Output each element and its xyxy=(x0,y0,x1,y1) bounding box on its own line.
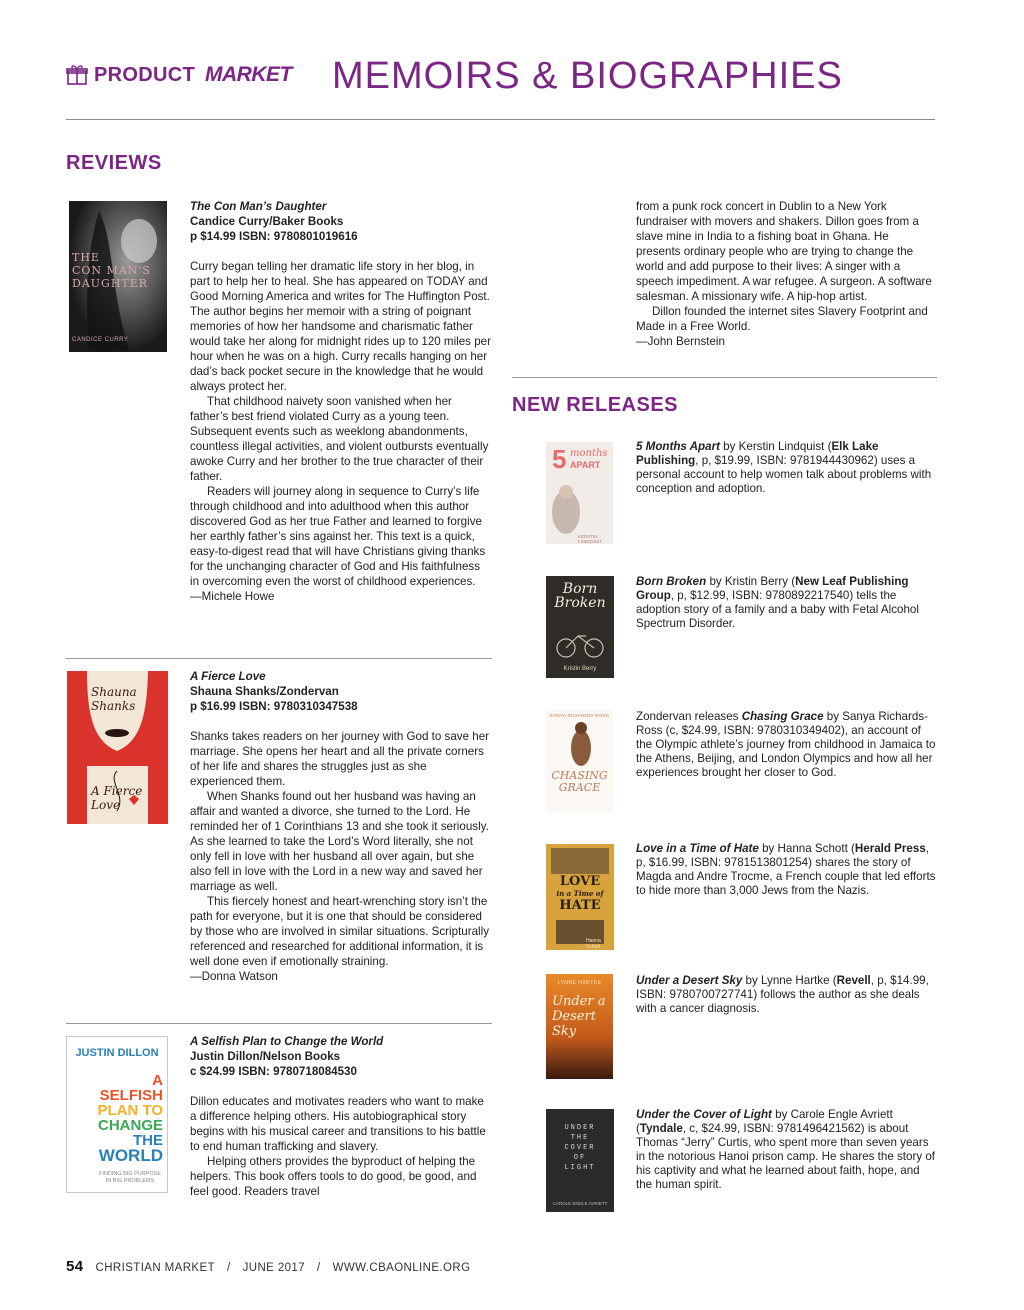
review-continuation xyxy=(636,199,936,349)
release-chasing-grace xyxy=(636,710,936,780)
release-by: by Carole Engle Avriett ( xyxy=(636,1108,893,1135)
release-by: by Lynne Hartke ( xyxy=(742,974,837,987)
release-by: by Kristin Berry ( xyxy=(706,575,796,588)
book-cover-5-months-apart xyxy=(546,442,613,544)
review-author-publisher: Justin Dillon/Nelson Books xyxy=(190,1050,341,1063)
cover-word: SELFISH xyxy=(99,1087,163,1104)
review-title: A Selfish Plan to Change the World xyxy=(190,1035,384,1048)
review-paragraph: Dillon educates and motivates readers who want to make a difference helping others. His autobiographical story begins with his musical career and transitions to his battle to end human trafficking and slavery. xyxy=(190,1095,486,1153)
release-title: Love in a Time of Hate xyxy=(636,842,759,855)
cover-tagline: FINDING BIG PURPOSE IN BIG PROBLEMS xyxy=(98,1171,162,1184)
review-paragraph: This fiercely honest and heart-wrenching story isn’t the path for everyone, but it is one that should be considered by those who are involved in similar situations. Scripturally referenced and researched for additional information, it is well done even if emotionally straining. xyxy=(190,895,489,968)
book-cover-chasing-grace xyxy=(546,710,613,812)
cover-photo xyxy=(546,710,613,812)
release-title: Born Broken xyxy=(636,575,707,588)
cover-word: COVER xyxy=(564,1144,596,1152)
cover-author: Hanna Schott xyxy=(586,938,601,950)
cover-word: LIGHT xyxy=(564,1164,596,1172)
page-footer xyxy=(66,1258,470,1275)
release-love-in-a-time-of-hate xyxy=(636,842,936,898)
book-cover-love-in-a-time-of-hate xyxy=(546,844,614,950)
release-title: 5 Months Apart xyxy=(636,440,720,453)
book-cover-under-a-desert-sky xyxy=(546,974,613,1079)
page-number: 54 xyxy=(66,1258,84,1275)
book-cover-selfish-plan xyxy=(66,1036,168,1193)
release-5-months-apart xyxy=(636,440,936,496)
review-paragraph: Curry began telling her dramatic life story in her blog, in part to help her to heal. She has appeared on TODAY and Good Morning America and writes for The Huffington Post. The author begins her memoir with a string of poignant memories of how her handsome and charismatic father would take her along for midnight rides up to 120 miles per hour when he was on a high. Curry recalls hanging on her dad’s back pocket secure in the knowledge that he would always protect her. xyxy=(190,260,491,393)
review-divider xyxy=(66,1023,492,1024)
cover-line: in a Time of xyxy=(556,889,604,898)
release-title: Under the Cover of Light xyxy=(636,1108,772,1121)
cover-word: PLAN TO xyxy=(97,1102,163,1119)
review-title: The Con Man’s Daughter xyxy=(190,200,327,213)
cover-line: HATE xyxy=(559,898,601,913)
review-price-isbn: p $14.99 ISBN: 9780801019616 xyxy=(190,230,358,243)
new-releases-heading: NEW RELEASES xyxy=(512,394,679,416)
review-a-fierce-love xyxy=(190,669,492,984)
brand-product: PRODUCT xyxy=(94,63,195,86)
footer-slash: / xyxy=(317,1262,321,1274)
cover-line: Broken xyxy=(554,595,606,611)
review-author-publisher: Candice Curry/Baker Books xyxy=(190,215,344,228)
section-title: MEMOIRS & BIOGRAPHIES xyxy=(332,55,843,97)
issue-date: JUNE 2017 xyxy=(242,1262,306,1274)
cover-word: months xyxy=(570,448,608,459)
cover-line: Sky xyxy=(552,1024,577,1039)
cover-word: WORLD xyxy=(98,1146,163,1165)
cover-word: APART xyxy=(570,460,601,470)
magazine-name: CHRISTIAN MARKET xyxy=(95,1262,215,1274)
review-paragraph: from a punk rock concert in Dublin to a New York fundraiser with movers and shakers. Dillon goes from a slave mine in India to a fishing boat in Ghana. He presents ordinary people who are trying to change the world and add purpose to their lives: A singer with a speech impediment. A war refugee. A surgeon. A software salesman. A missionary wife. A hip-hop artist. xyxy=(636,200,932,303)
book-cover-a-fierce-love xyxy=(67,671,168,824)
cover-word: THE xyxy=(570,1134,590,1142)
review-paragraph: When Shanks found out her husband was having an affair and wanted a divorce, she turned to the Lord. He reminded her of 1 Corinthians 13 and she took it seriously. As she learned to take the Lord’s Word literally, she not only fell in love with her husband all over again, but she also fell in love with the Lord in a new way and saved her marriage as well. xyxy=(190,790,489,893)
cover-line: Under a xyxy=(552,994,606,1009)
release-description: , p, $14.99, ISBN: 9780700727741) follows the author as she deals with a cancer diagnosis. xyxy=(636,974,929,1015)
website-link[interactable]: WWW.CBAONLINE.ORG xyxy=(332,1262,471,1274)
release-description: , p, $12.99, ISBN: 9780892217540) tells the adoption story of a family and a baby with Fetal Alcohol Spectrum Disorder. xyxy=(636,589,919,630)
page-header xyxy=(66,55,934,119)
release-publisher: Herald Press xyxy=(854,842,926,855)
reviews-heading: REVIEWS xyxy=(66,152,162,174)
release-title: Chasing Grace xyxy=(741,710,824,723)
review-price-isbn: c $24.99 ISBN: 9780718084530 xyxy=(190,1065,357,1078)
release-lead: Zondervan releases xyxy=(636,710,742,723)
cover-author: Shauna Shanks xyxy=(91,685,137,713)
cover-title: A Fierce Love xyxy=(91,784,143,812)
release-description: , p, $19.99, ISBN: 9781944430962) uses a personal account to help women talk about problems with conception and adoption. xyxy=(636,454,932,495)
cover-line: CHASING xyxy=(551,769,608,782)
review-author-publisher: Shauna Shanks/Zondervan xyxy=(190,685,339,698)
release-title: Under a Desert Sky xyxy=(636,974,743,987)
review-con-mans-daughter xyxy=(190,199,492,604)
release-under-a-desert-sky xyxy=(636,974,936,1016)
brand-market: MARKET xyxy=(205,63,292,86)
cover-author: JUSTIN DILLON xyxy=(75,1047,159,1059)
header-rule xyxy=(66,119,935,120)
gift-icon xyxy=(66,64,88,86)
cover-author: KERSTIN LINDQUIST xyxy=(578,534,603,544)
column-divider xyxy=(512,377,937,378)
review-divider xyxy=(66,658,492,659)
review-paragraph: Readers will journey along in sequence to Curry’s life through childhood and into adulthood when this author discovered God as her true Father and learned to forgive her earthly father’s sins against her. This text is a quick, easy-to-digest read that will have Christians giving thanks for the unchanging character of God and His faithfulness in overcoming even the worst of childhood experiences. xyxy=(190,485,486,588)
review-paragraph: That childhood naivety soon vanished when her father’s best friend violated Curry as a young teen. Subsequent events such as weeklong abandonments, countless illegal activities, and violent outbursts eventually awoke Curry and her brother to the true character of their father. xyxy=(190,395,489,483)
footer-slash: / xyxy=(227,1262,231,1274)
book-cover-under-the-cover-of-light xyxy=(546,1109,614,1212)
cover-line: THE xyxy=(72,251,100,264)
cover-word: A xyxy=(152,1072,163,1089)
cover-word: OF xyxy=(573,1154,587,1162)
book-cover-con-mans-daughter xyxy=(69,201,167,352)
release-publisher: New Leaf Publishing Group xyxy=(636,575,909,602)
release-under-the-cover-of-light xyxy=(636,1108,936,1192)
product-market-logo xyxy=(66,63,292,87)
cover-author: LYNNE HARTKE xyxy=(557,980,602,986)
cover-line: LOVE xyxy=(559,874,601,889)
review-paragraph: Shanks takes readers on her journey with God to save her marriage. She opens her heart and all the private corners of her life and shares the struggles just as she experienced them. xyxy=(190,730,490,788)
review-title: A Fierce Love xyxy=(190,670,266,683)
cover-line: Born xyxy=(562,581,598,597)
cover-photo xyxy=(546,442,613,544)
cover-line: Desert xyxy=(552,1009,596,1024)
review-paragraph: Dillon founded the internet sites Slavery Footprint and Made in a Free World. xyxy=(636,305,928,333)
review-selfish-plan xyxy=(190,1034,492,1199)
release-publisher: Elk Lake Publishing xyxy=(636,440,879,467)
cover-author: Kristin Berry xyxy=(563,666,597,672)
cover-line: GRACE xyxy=(558,781,601,794)
release-by: by Hanna Schott ( xyxy=(758,842,855,855)
release-description: by Sanya Richards-Ross (c, $24.99, ISBN: 9780310349402), an account of the Olympic athlete’s journey from childhood in Jamaica to the Athens, Beijing, and London Olympics and how all her experiences brought her closer to God. xyxy=(636,710,936,779)
release-born-broken xyxy=(636,575,936,631)
release-description: , p, $16.99, ISBN: 9781513801254) shares the story of Magda and Andre Trocme, a French couple that led efforts to hide more than 3,000 Jews from the Nazis. xyxy=(636,842,936,897)
cover-author: CAROLE ENGLE AVRIETT xyxy=(552,1201,608,1206)
book-cover-born-broken xyxy=(546,576,614,678)
cover-number: 5 xyxy=(552,444,567,474)
cover-word: THE xyxy=(133,1132,163,1149)
release-publisher: Tyndale xyxy=(639,1122,683,1135)
cover-author: SANYA RICHARDS-ROSS xyxy=(549,713,610,718)
bicycle-icon xyxy=(546,576,614,678)
cover-author: CANDICE CURRY xyxy=(72,337,129,343)
review-price-isbn: p $16.99 ISBN: 9780310347538 xyxy=(190,700,358,713)
review-paragraph: Helping others provides the byproduct of helping the helpers. This book offers tools to do good, be good, and feel good. Readers travel xyxy=(190,1155,477,1198)
cover-word: UNDER xyxy=(564,1124,596,1132)
cover-line: DAUGHTER xyxy=(72,277,149,290)
reviewer-name: —Donna Watson xyxy=(190,970,278,983)
cover-word: CHANGE xyxy=(97,1117,163,1134)
cover-line: CON MAN'S xyxy=(72,264,151,277)
release-description: , c, $24.99, ISBN: 9781496421562) is about Thomas “Jerry” Curtis, who spent more than seven years in the notorious Hanoi prison camp. He shares the story of his captivity and what he learned about faith, hope, and the human spirit. xyxy=(636,1122,936,1191)
reviewer-name: —Michele Howe xyxy=(190,590,275,603)
release-publisher: Revell xyxy=(836,974,871,987)
reviewer-name: —John Bernstein xyxy=(636,335,725,348)
release-by: by Kerstin Lindquist ( xyxy=(719,440,832,453)
